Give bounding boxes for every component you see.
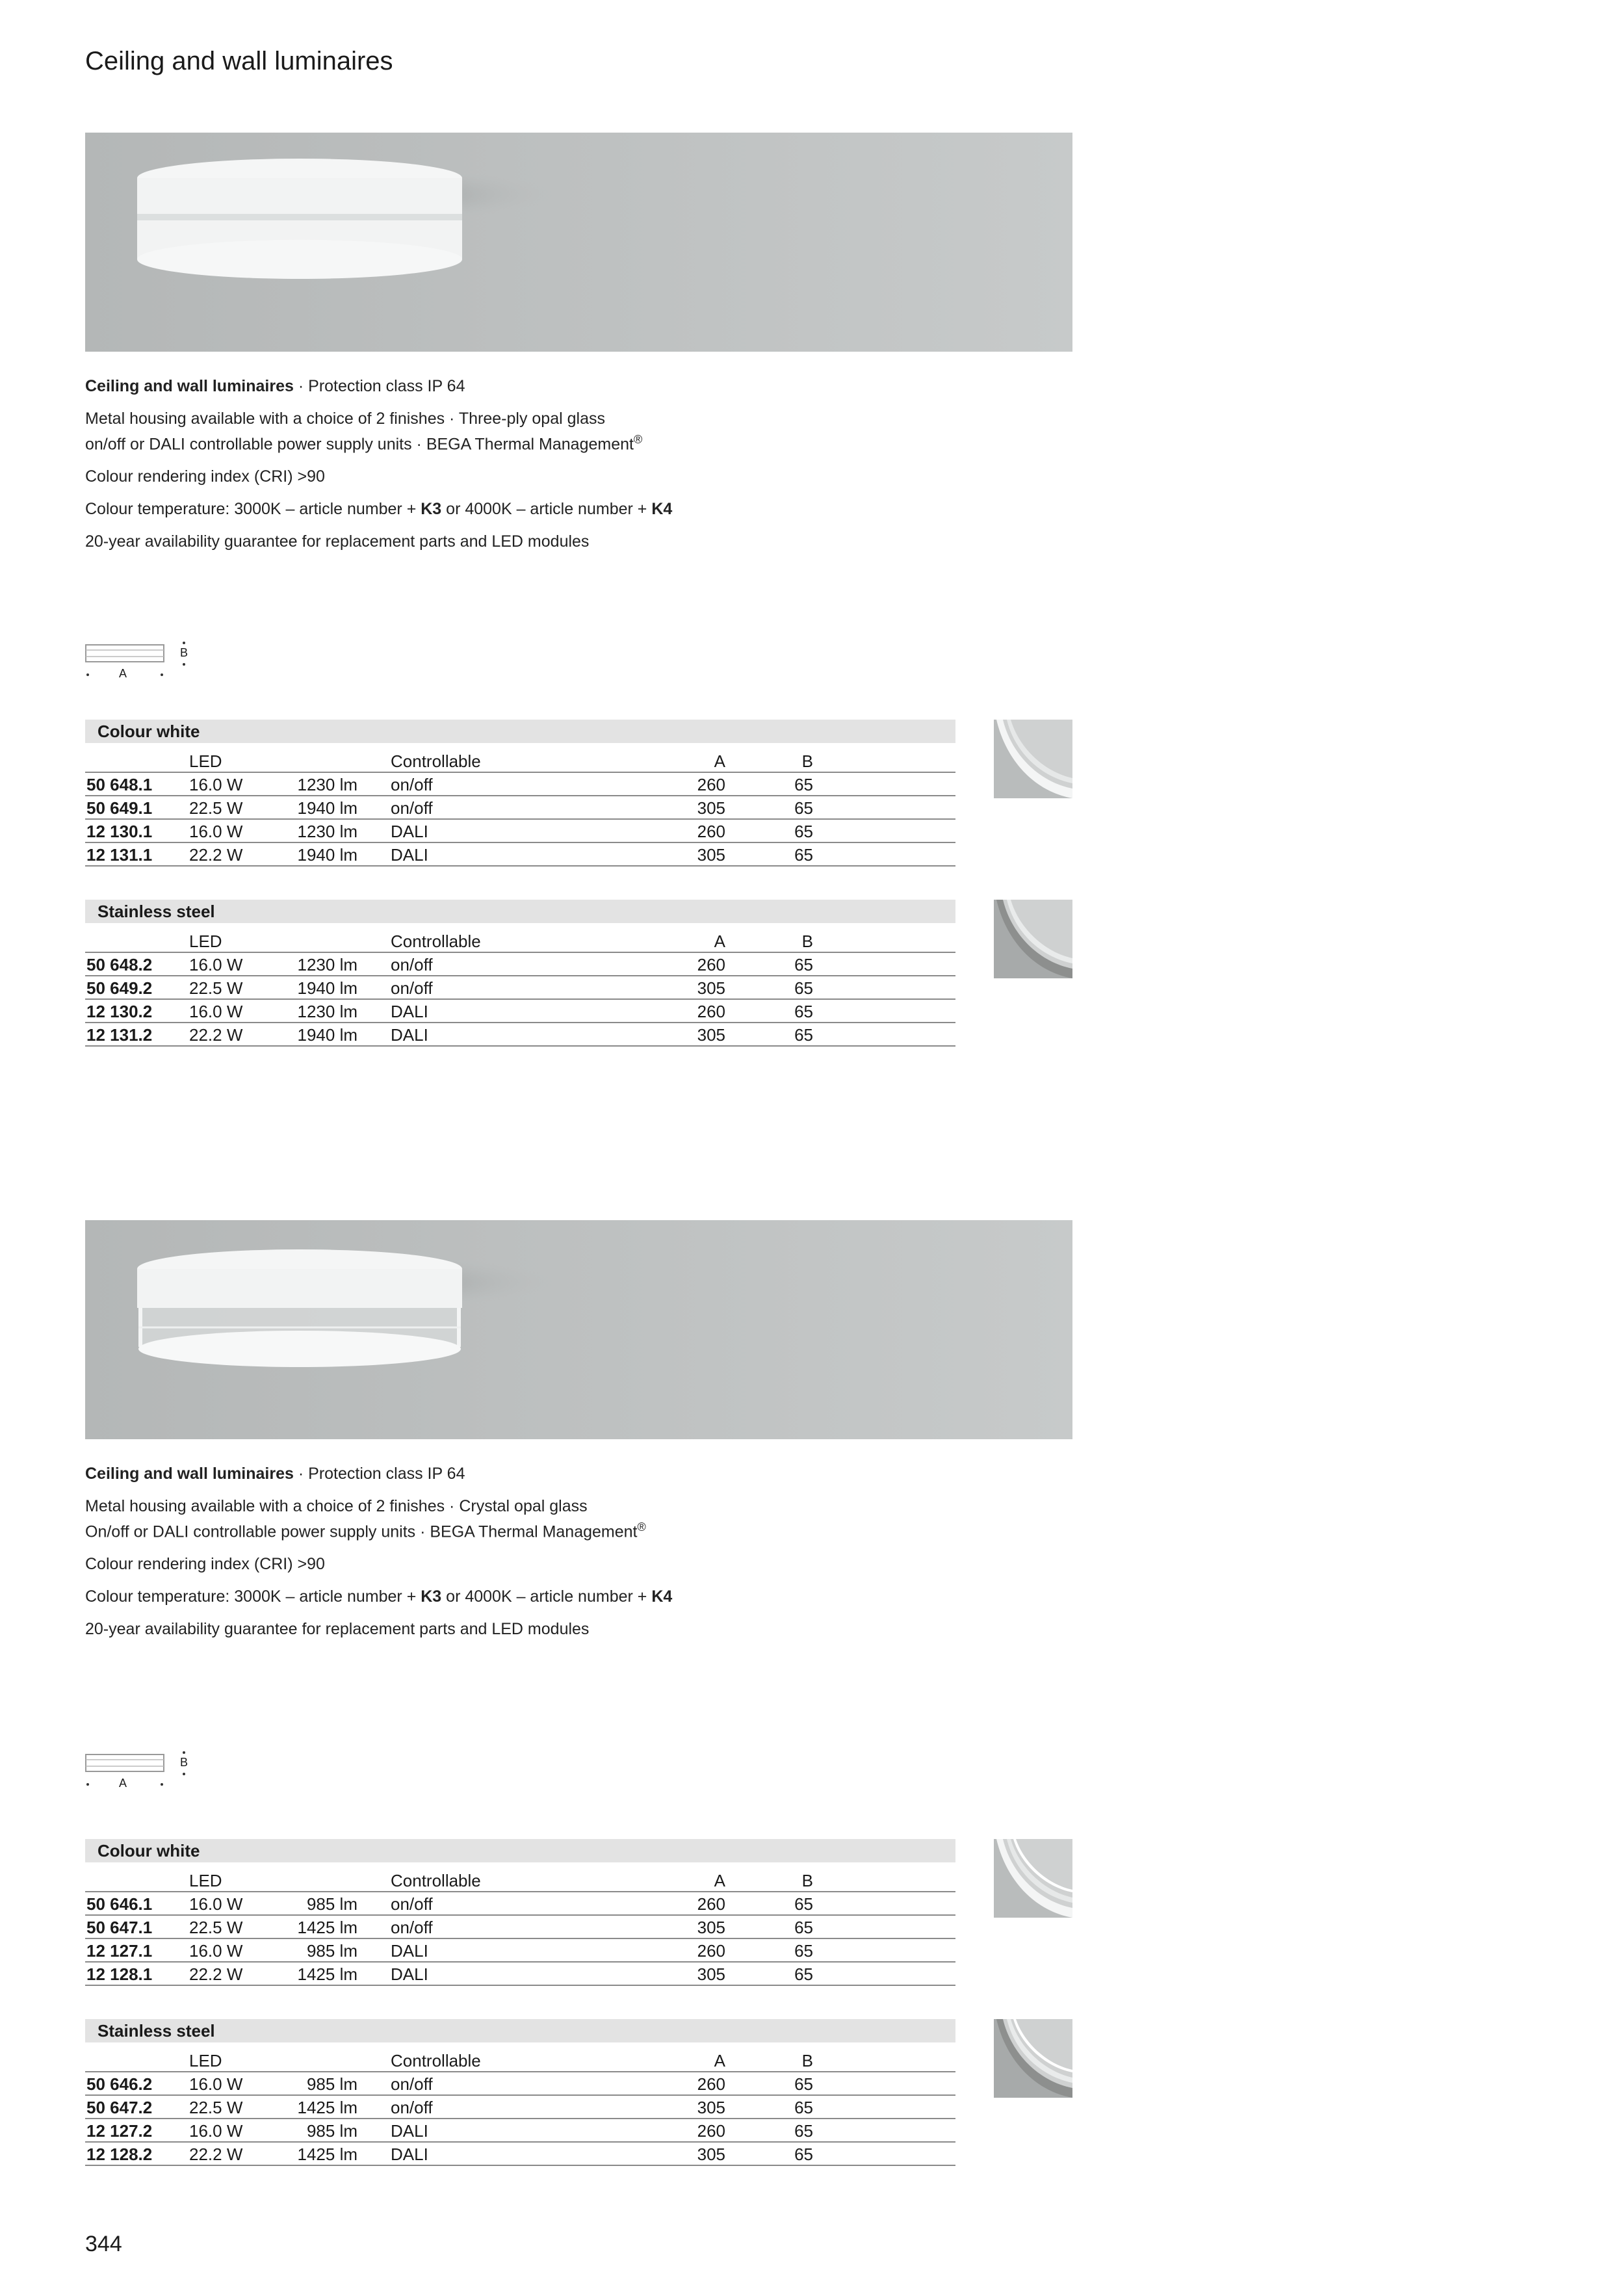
controllable: on/off (391, 955, 433, 974)
controllable: DALI (391, 1025, 428, 1045)
dim-a: 260 (697, 1002, 725, 1021)
page-title: Ceiling and wall luminaires (85, 47, 393, 75)
dim-a: 305 (697, 1025, 725, 1045)
controllable: DALI (391, 822, 428, 841)
wattage: 22.2 W (189, 1964, 243, 1984)
dim-b: 65 (794, 775, 813, 794)
table-header-row (85, 1869, 955, 1892)
table-row (85, 773, 955, 796)
ct-text-a: Colour temperature: 3000K – article number + (85, 500, 421, 519)
dim-a: 260 (697, 822, 725, 841)
controllable: DALI (391, 1002, 428, 1021)
dim-a: 260 (697, 2121, 725, 2141)
controllable: on/off (391, 1918, 433, 1937)
stainless-detail-image (994, 2019, 1072, 2098)
wattage: 22.2 W (189, 845, 243, 865)
lumen: 1230 lm (297, 1002, 357, 1021)
page-number: 344 (85, 2232, 122, 2256)
col-a: A (714, 932, 725, 951)
dim-b: 65 (794, 1025, 813, 1045)
guarantee-line: 20-year availability guarantee for replacement parts and LED modules (85, 532, 590, 551)
col-controllable: Controllable (391, 1871, 481, 1890)
table-row (85, 820, 955, 843)
guarantee-line: 20-year availability guarantee for replacement parts and LED modules (85, 1620, 590, 1639)
article-number: 50 649.2 (86, 978, 153, 998)
dim-a: 305 (697, 2098, 725, 2117)
dim-b: 65 (794, 1918, 813, 1937)
ct-text-b: or 4000K – article number + (441, 1587, 652, 1606)
lumen: 1230 lm (297, 775, 357, 794)
col-a: A (714, 1871, 725, 1890)
wattage: 16.0 W (189, 775, 243, 794)
ct-k4: K4 (651, 500, 673, 519)
col-b: B (801, 1871, 813, 1890)
finish-thumbnail-white (994, 720, 1072, 798)
ct-k4: K4 (651, 1587, 673, 1606)
stainless-detail-image (994, 900, 1072, 978)
article-number: 12 127.2 (86, 2121, 153, 2141)
article-number: 12 130.2 (86, 1002, 153, 1021)
dim-b: 65 (794, 1002, 813, 1021)
dim-a: 305 (697, 978, 725, 998)
wattage: 16.0 W (189, 1002, 243, 1021)
heading-rest: · Protection class IP 64 (293, 1465, 465, 1483)
wattage: 16.0 W (189, 955, 243, 974)
article-number: 50 646.1 (86, 1894, 153, 1914)
wattage: 16.0 W (189, 2121, 243, 2141)
article-number: 50 647.2 (86, 2098, 153, 2117)
table-row (85, 2119, 955, 2143)
col-controllable: Controllable (391, 751, 481, 771)
article-number: 50 648.2 (86, 955, 153, 974)
lumen: 1940 lm (297, 845, 357, 865)
dimension-drawing (85, 638, 202, 684)
dim-b: 65 (794, 1941, 813, 1961)
ct-text-b: or 4000K – article number + (441, 500, 652, 519)
col-b: B (801, 932, 813, 951)
ct-k3: K3 (421, 500, 442, 519)
col-led: LED (189, 2051, 222, 2070)
finish-thumbnail-stainless (994, 2019, 1072, 2098)
lumen: 1940 lm (297, 798, 357, 818)
article-number: 50 646.2 (86, 2074, 153, 2094)
dim-b: 65 (794, 955, 813, 974)
dim-label-b: B (180, 646, 188, 659)
controllable: DALI (391, 2145, 428, 2164)
col-led: LED (189, 932, 222, 951)
luminaire-illustration (85, 133, 1072, 352)
dim-a: 305 (697, 1918, 725, 1937)
ct-text-a: Colour temperature: 3000K – article number + (85, 1587, 421, 1606)
dim-label-b: B (180, 1756, 188, 1769)
lumen: 1940 lm (297, 1025, 357, 1045)
article-table-stainless (85, 2019, 955, 2166)
lumen: 1230 lm (297, 955, 357, 974)
dim-a: 260 (697, 1894, 725, 1914)
article-number: 12 128.1 (86, 1964, 153, 1984)
controllable: DALI (391, 1964, 428, 1984)
col-a: A (714, 751, 725, 771)
table-row (85, 953, 955, 976)
table-row (85, 976, 955, 1000)
dim-a: 305 (697, 798, 725, 818)
cri-line: Colour rendering index (CRI) >90 (85, 467, 325, 486)
dim-b: 65 (794, 978, 813, 998)
wattage: 22.5 W (189, 1918, 243, 1937)
col-led: LED (189, 751, 222, 771)
dim-b: 65 (794, 845, 813, 865)
finish-heading: Colour white (85, 1839, 955, 1862)
col-controllable: Controllable (391, 2051, 481, 2070)
finish-heading: Stainless steel (85, 2019, 955, 2042)
article-number: 12 131.1 (86, 845, 153, 865)
controllable: on/off (391, 1894, 433, 1914)
table-row (85, 2096, 955, 2119)
dim-b: 65 (794, 2145, 813, 2164)
lumen: 985 lm (306, 1894, 357, 1914)
lumen: 985 lm (306, 2074, 357, 2094)
article-number: 12 130.1 (86, 822, 153, 841)
lumen: 1425 lm (297, 2145, 357, 2164)
lumen: 1940 lm (297, 978, 357, 998)
table-row (85, 1939, 955, 1963)
finish-thumbnail-stainless (994, 900, 1072, 978)
dim-a: 260 (697, 2074, 725, 2094)
lumen: 1230 lm (297, 822, 357, 841)
wattage: 22.5 W (189, 798, 243, 818)
dim-a: 305 (697, 1964, 725, 1984)
dim-a: 305 (697, 2145, 725, 2164)
dim-b: 65 (794, 798, 813, 818)
dim-b: 65 (794, 1964, 813, 1984)
wattage: 22.2 W (189, 1025, 243, 1045)
table-row (85, 2072, 955, 2096)
article-table-white (85, 720, 955, 867)
table-row (85, 2143, 955, 2166)
desc-line-1: Metal housing available with a choice of 2 finishes · Three-ply opal glass (85, 410, 605, 428)
controllable: on/off (391, 775, 433, 794)
wattage: 16.0 W (189, 1941, 243, 1961)
dim-b: 65 (794, 2121, 813, 2141)
controllable: DALI (391, 1941, 428, 1961)
product-description (85, 376, 672, 552)
luminaire-illustration (85, 1220, 1072, 1439)
article-table-white (85, 1839, 955, 1986)
cri-line: Colour rendering index (CRI) >90 (85, 1555, 325, 1574)
table-row (85, 796, 955, 820)
white-detail-image (994, 720, 1072, 798)
table-header-row (85, 930, 955, 953)
heading-bold: Ceiling and wall luminaires (85, 1465, 294, 1483)
controllable: on/off (391, 798, 433, 818)
dim-b: 65 (794, 2098, 813, 2117)
registered-mark: ® (633, 433, 643, 446)
lumen: 1425 lm (297, 2098, 357, 2117)
heading-bold: Ceiling and wall luminaires (85, 377, 294, 395)
col-b: B (801, 2051, 813, 2070)
wattage: 22.2 W (189, 2145, 243, 2164)
article-number: 12 128.2 (86, 2145, 153, 2164)
controllable: on/off (391, 2098, 433, 2117)
article-table-stainless (85, 900, 955, 1047)
article-number: 50 647.1 (86, 1918, 153, 1937)
dim-label-a: A (119, 667, 127, 680)
lumen: 985 lm (306, 2121, 357, 2141)
dim-a: 260 (697, 775, 725, 794)
lumen: 1425 lm (297, 1964, 357, 1984)
wattage: 16.0 W (189, 822, 243, 841)
controllable: DALI (391, 845, 428, 865)
controllable: DALI (391, 2121, 428, 2141)
col-a: A (714, 2051, 725, 2070)
table-header-row (85, 2049, 955, 2072)
col-led: LED (189, 1871, 222, 1890)
finish-thumbnail-white (994, 1839, 1072, 1918)
product-photo (85, 1220, 1072, 1439)
dimension-drawing (85, 1748, 202, 1794)
table-row (85, 1963, 955, 1986)
article-number: 50 649.1 (86, 798, 153, 818)
dim-a: 305 (697, 845, 725, 865)
wattage: 22.5 W (189, 2098, 243, 2117)
table-row (85, 1892, 955, 1916)
ct-k3: K3 (421, 1587, 442, 1606)
registered-mark: ® (637, 1520, 646, 1533)
desc-line-2: on/off or DALI controllable power supply units · BEGA Thermal Management (85, 435, 634, 454)
table-header-row (85, 750, 955, 773)
article-number: 50 648.1 (86, 775, 153, 794)
desc-line-2: On/off or DALI controllable power supply units · BEGA Thermal Management (85, 1522, 638, 1541)
dimension-sketch (85, 1748, 202, 1794)
dimension-sketch (85, 638, 202, 684)
finish-heading: Colour white (85, 720, 955, 743)
dim-label-a: A (119, 1777, 127, 1790)
article-number: 12 127.1 (86, 1941, 153, 1961)
dim-b: 65 (794, 822, 813, 841)
wattage: 22.5 W (189, 978, 243, 998)
dim-a: 260 (697, 1941, 725, 1961)
wattage: 16.0 W (189, 1894, 243, 1914)
table-row (85, 843, 955, 867)
heading-rest: · Protection class IP 64 (293, 377, 465, 395)
col-controllable: Controllable (391, 932, 481, 951)
product-description (85, 1463, 672, 1639)
table-row (85, 1916, 955, 1939)
controllable: on/off (391, 978, 433, 998)
lumen: 985 lm (306, 1941, 357, 1961)
article-number: 12 131.2 (86, 1025, 153, 1045)
wattage: 16.0 W (189, 2074, 243, 2094)
desc-line-1: Metal housing available with a choice of 2 finishes · Crystal opal glass (85, 1497, 588, 1515)
lumen: 1425 lm (297, 1918, 357, 1937)
white-detail-image (994, 1839, 1072, 1918)
controllable: on/off (391, 2074, 433, 2094)
dim-b: 65 (794, 1894, 813, 1914)
dim-a: 260 (697, 955, 725, 974)
dim-b: 65 (794, 2074, 813, 2094)
table-row (85, 1023, 955, 1047)
product-photo (85, 133, 1072, 352)
col-b: B (801, 751, 813, 771)
finish-heading: Stainless steel (85, 900, 955, 923)
table-row (85, 1000, 955, 1023)
